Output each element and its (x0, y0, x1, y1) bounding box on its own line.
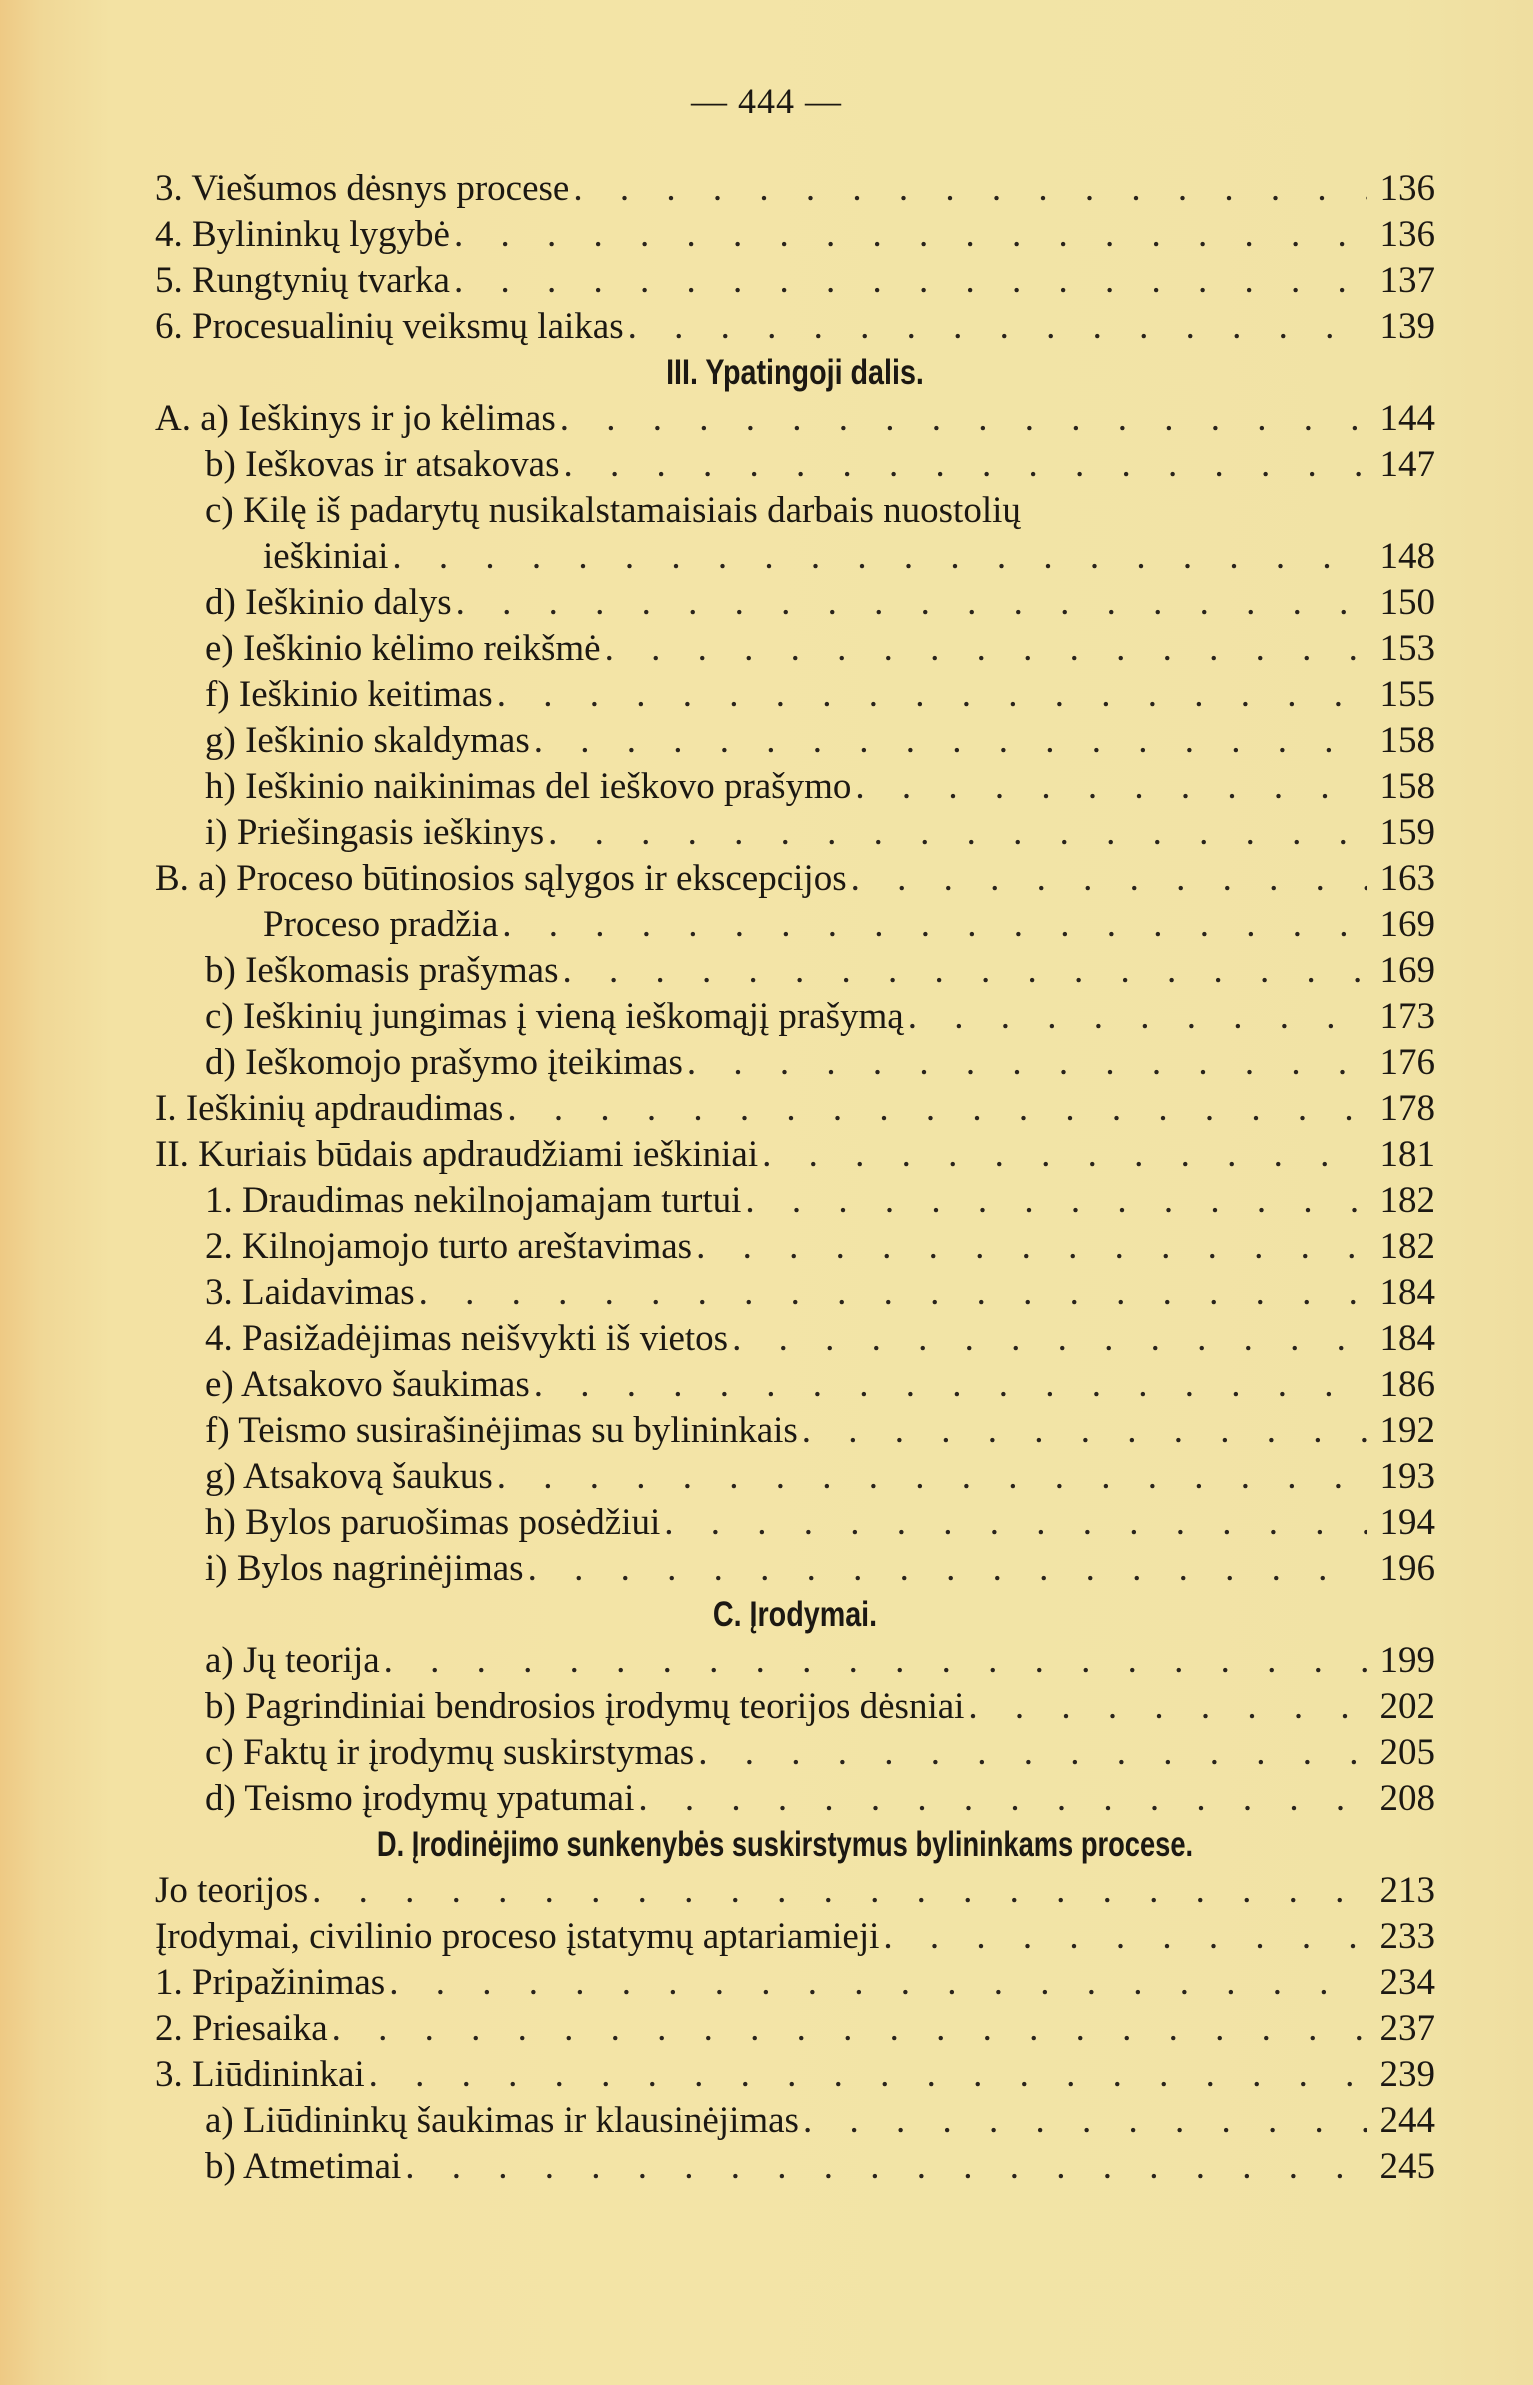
leader-dots (534, 718, 1367, 764)
table-of-contents (155, 166, 1435, 2190)
toc-entry-label: c) Ieškinių jungimas į vieną ieškomąjį prašymą (205, 996, 904, 1037)
toc-entry (155, 948, 1435, 994)
toc-entry (155, 534, 1435, 580)
toc-entry (155, 2052, 1435, 2098)
toc-entry-page: 163 (1379, 858, 1435, 899)
toc-entry-label: Proceso pradžia (263, 904, 499, 945)
toc-entry (155, 166, 1435, 212)
leader-dots (332, 2006, 1367, 2052)
toc-entry (155, 304, 1435, 350)
leader-dots (628, 304, 1367, 350)
toc-entry (155, 212, 1435, 258)
toc-entry (155, 1454, 1435, 1500)
toc-entry (155, 1684, 1435, 1730)
leader-dots (389, 1960, 1367, 2006)
toc-entry (155, 764, 1435, 810)
leader-dots (454, 212, 1367, 258)
toc-entry-label: b) Ieškomasis prašymas (205, 950, 559, 991)
toc-entry-page: 144 (1379, 398, 1435, 439)
toc-entry (155, 1408, 1435, 1454)
toc-entry-label: f) Teismo susirašinėjimas su bylininkais (205, 1410, 798, 1451)
toc-entry (155, 1362, 1435, 1408)
toc-entry-label: II. Kuriais būdais apdraudžiami ieškiniai (155, 1134, 759, 1175)
toc-entry-label: ieškiniai (263, 536, 389, 577)
toc-entry-page: 158 (1379, 720, 1435, 761)
toc-entry (155, 2098, 1435, 2144)
toc-entry (155, 672, 1435, 718)
leader-dots (802, 1408, 1367, 1454)
toc-entry (155, 396, 1435, 442)
leader-dots (883, 1914, 1367, 1960)
leader-dots (392, 534, 1367, 580)
toc-entry-page: 213 (1379, 1870, 1435, 1911)
toc-entry-label: d) Teismo įrodymų ypatumai (205, 1778, 635, 1819)
toc-entry-label: b) Atmetimai (205, 2146, 402, 2187)
toc-entry (155, 1224, 1435, 1270)
toc-entry-page: 136 (1379, 214, 1435, 255)
toc-entry-page: 244 (1379, 2100, 1435, 2141)
toc-entry (155, 856, 1435, 902)
leader-dots (851, 856, 1367, 902)
toc-entry-label: c) Faktų ir įrodymų suskirstymas (205, 1732, 695, 1773)
toc-entry-page: 137 (1379, 260, 1435, 301)
toc-entry-label: d) Ieškinio dalys (205, 582, 452, 623)
toc-entry-page: 150 (1379, 582, 1435, 623)
toc-entry-page: 194 (1379, 1502, 1435, 1543)
toc-entry-label: h) Bylos paruošimas posėdžiui (205, 1502, 661, 1543)
toc-entry-page: 148 (1379, 536, 1435, 577)
leader-dots (497, 672, 1367, 718)
toc-entry-page: 184 (1379, 1272, 1435, 1313)
toc-entry-page: 169 (1379, 904, 1435, 945)
toc-entry (155, 1638, 1435, 1684)
toc-entry-label: d) Ieškomojo prašymo įteikimas (205, 1042, 683, 1083)
toc-entry-page: 181 (1379, 1134, 1435, 1175)
toc-entry-page: 233 (1379, 1916, 1435, 1957)
toc-entry-page: 178 (1379, 1088, 1435, 1129)
toc-entry-label: 5. Rungtynių tvarka (155, 260, 450, 301)
toc-entry-label: c) Kilę iš padarytų nusikalstamaisiais darbais nuostolių (205, 490, 1021, 531)
toc-entry (155, 1776, 1435, 1822)
leader-dots (312, 1868, 1367, 1914)
leader-dots (502, 902, 1367, 948)
toc-entry (155, 1270, 1435, 1316)
toc-entry-label: I. Ieškinių apdraudimas (155, 1088, 504, 1129)
section-heading: III. Ypatingoji dalis. (666, 353, 924, 392)
toc-entry (155, 810, 1435, 856)
leader-dots (560, 396, 1367, 442)
leader-dots (454, 258, 1367, 304)
toc-entry-label: a) Liūdininkų šaukimas ir klausinėjimas (205, 2100, 799, 2141)
leader-dots (384, 1638, 1367, 1684)
leader-dots (534, 1362, 1367, 1408)
toc-entry (155, 1546, 1435, 1592)
toc-entry (155, 442, 1435, 488)
toc-entry-page: 245 (1379, 2146, 1435, 2187)
toc-entry (155, 1086, 1435, 1132)
toc-entry-label: 3. Liūdininkai (155, 2054, 365, 2095)
toc-entry-label: 4. Bylininkų lygybė (155, 214, 450, 255)
leader-dots (696, 1224, 1367, 1270)
toc-entry-page: 186 (1379, 1364, 1435, 1405)
toc-entry-label: f) Ieškinio keitimas (205, 674, 493, 715)
toc-entry-page: 237 (1379, 2008, 1435, 2049)
toc-entry-page: 153 (1379, 628, 1435, 669)
leader-dots (762, 1132, 1367, 1178)
leader-dots (732, 1316, 1367, 1362)
toc-entry-label: A. a) Ieškinys ir jo kėlimas (155, 398, 556, 439)
toc-entry (155, 2006, 1435, 2052)
toc-entry-page: 192 (1379, 1410, 1435, 1451)
toc-entry (155, 994, 1435, 1040)
toc-entry-page: 139 (1379, 306, 1435, 347)
toc-entry (155, 1040, 1435, 1086)
toc-entry (155, 718, 1435, 764)
leader-dots (419, 1270, 1367, 1316)
toc-entry-page: 147 (1379, 444, 1435, 485)
toc-entry-label: B. a) Proceso būtinosios sąlygos ir ekscepcijos (155, 858, 847, 899)
leader-dots (745, 1178, 1367, 1224)
leader-dots (968, 1684, 1367, 1730)
leader-dots (497, 1454, 1367, 1500)
leader-dots (803, 2098, 1367, 2144)
toc-entry (155, 1914, 1435, 1960)
toc-entry-page: 205 (1379, 1732, 1435, 1773)
toc-entry-label: i) Bylos nagrinėjimas (205, 1548, 524, 1589)
leader-dots (405, 2144, 1367, 2190)
leader-dots (855, 764, 1367, 810)
toc-entry-label: a) Jų teorija (205, 1640, 380, 1681)
toc-entry-label: 2. Kilnojamojo turto areštavimas (205, 1226, 693, 1267)
toc-entry-label: 1. Pripažinimas (155, 1962, 386, 2003)
toc-entry-label: 3. Laidavimas (205, 1272, 415, 1313)
page-number: — 444 — (691, 81, 842, 121)
toc-entry (155, 488, 1435, 534)
toc-entry-page: 239 (1379, 2054, 1435, 2095)
toc-entry (155, 258, 1435, 304)
toc-entry-label: b) Ieškovas ir atsakovas (205, 444, 560, 485)
toc-entry (155, 1178, 1435, 1224)
leader-dots (664, 1500, 1367, 1546)
leader-dots (563, 442, 1367, 488)
toc-entry-page: 159 (1379, 812, 1435, 853)
toc-entry-page: 173 (1379, 996, 1435, 1037)
leader-dots (528, 1546, 1367, 1592)
toc-entry-label: 2. Priesaika (155, 2008, 328, 2049)
toc-entry-page: 199 (1379, 1640, 1435, 1681)
toc-entry-page: 184 (1379, 1318, 1435, 1359)
leader-dots (698, 1730, 1367, 1776)
leader-dots (548, 810, 1367, 856)
toc-entry (155, 580, 1435, 626)
toc-entry-label: b) Pagrindiniai bendrosios įrodymų teorijos dėsniai (205, 1686, 965, 1727)
toc-entry-page: 208 (1379, 1778, 1435, 1819)
toc-entry-page: 158 (1379, 766, 1435, 807)
toc-entry-label: h) Ieškinio naikinimas del ieškovo prašymo (205, 766, 852, 807)
leader-dots (507, 1086, 1367, 1132)
leader-dots (687, 1040, 1367, 1086)
toc-entry (155, 1500, 1435, 1546)
toc-entry-label: Jo teorijos (155, 1870, 309, 1911)
toc-entry-page: 202 (1379, 1686, 1435, 1727)
toc-entry (155, 1730, 1435, 1776)
leader-dots (573, 166, 1367, 212)
toc-entry-label: i) Priešingasis ieškinys (205, 812, 545, 853)
toc-entry-label: g) Ieškinio skaldymas (205, 720, 530, 761)
toc-entry-page: 169 (1379, 950, 1435, 991)
leader-dots (456, 580, 1367, 626)
toc-entry (155, 1132, 1435, 1178)
toc-entry-label: 6. Procesualinių veiksmų laikas (155, 306, 624, 347)
toc-entry-label: 3. Viešumos dėsnys procese (155, 168, 570, 209)
toc-entry-page: 155 (1379, 674, 1435, 715)
toc-entry-page: 193 (1379, 1456, 1435, 1497)
leader-dots (605, 626, 1367, 672)
toc-entry-page: 136 (1379, 168, 1435, 209)
section-heading: D. Įrodinėjimo sunkenybės suskirstymus bylininkams procese. (376, 1825, 1194, 1864)
toc-entry (155, 1868, 1435, 1914)
leader-dots (908, 994, 1367, 1040)
toc-entry (155, 902, 1435, 948)
toc-entry-page: 182 (1379, 1180, 1435, 1221)
toc-entry (155, 1960, 1435, 2006)
toc-entry-label: Įrodymai, civilinio proceso įstatymų aptariamieji (155, 1916, 880, 1957)
toc-entry-label: g) Atsakovą šaukus (205, 1456, 493, 1497)
toc-entry-page: 176 (1379, 1042, 1435, 1083)
toc-entry (155, 1316, 1435, 1362)
toc-entry-page: 182 (1379, 1226, 1435, 1267)
toc-entry-label: e) Atsakovo šaukimas (205, 1364, 530, 1405)
section-heading: C. Įrodymai. (712, 1595, 878, 1634)
leader-dots (369, 2052, 1367, 2098)
toc-entry-page: 234 (1379, 1962, 1435, 2003)
leader-dots (638, 1776, 1367, 1822)
toc-entry-label: 4. Pasižadėjimas neišvykti iš vietos (205, 1318, 729, 1359)
toc-entry-label: 1. Draudimas nekilnojamajam turtui (205, 1180, 742, 1221)
toc-entry (155, 2144, 1435, 2190)
toc-entry-page: 196 (1379, 1548, 1435, 1589)
toc-entry-label: e) Ieškinio kėlimo reikšmė (205, 628, 601, 669)
leader-dots (563, 948, 1368, 994)
toc-entry (155, 626, 1435, 672)
